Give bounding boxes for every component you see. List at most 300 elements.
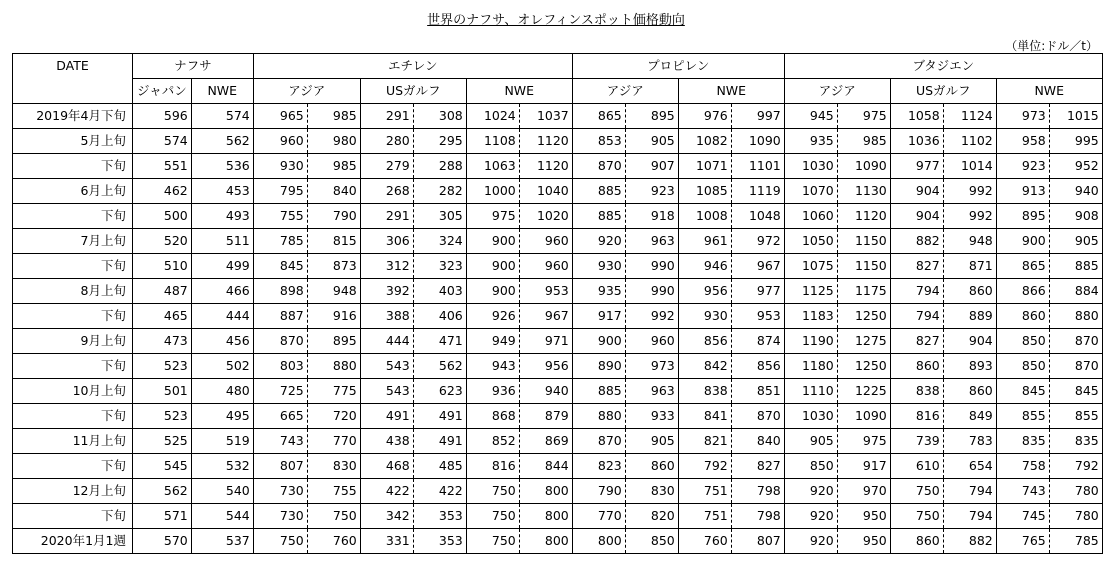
- price-cell: 1048: [731, 204, 784, 229]
- price-cell: 730: [253, 479, 307, 504]
- price-cell: 882: [943, 529, 996, 554]
- price-cell: 353: [413, 529, 466, 554]
- price-cell: 885: [572, 379, 625, 404]
- price-cell: 1275: [837, 329, 890, 354]
- price-cell: 544: [191, 504, 253, 529]
- price-cell: 943: [466, 354, 519, 379]
- price-cell: 571: [133, 504, 192, 529]
- price-cell: 1000: [466, 179, 519, 204]
- price-cell: 950: [837, 529, 890, 554]
- price-cell: 574: [191, 104, 253, 129]
- row-date: 12月上旬: [13, 479, 133, 504]
- row-date: 7月上旬: [13, 229, 133, 254]
- table-row: [13, 229, 1103, 254]
- price-cell: 870: [572, 154, 625, 179]
- table-body: [13, 104, 1103, 554]
- price-cell: 794: [943, 504, 996, 529]
- row-date: 下旬: [13, 254, 133, 279]
- price-cell: 1125: [784, 279, 837, 304]
- price-cell: 865: [996, 254, 1049, 279]
- price-cell: 882: [890, 229, 943, 254]
- price-cell: 904: [890, 179, 943, 204]
- price-cell: 468: [360, 454, 413, 479]
- price-cell: 849: [943, 404, 996, 429]
- price-cell: 838: [678, 379, 731, 404]
- price-cell: 562: [191, 129, 253, 154]
- price-cell: 765: [996, 529, 1049, 554]
- price-cell: 900: [466, 279, 519, 304]
- price-cell: 792: [678, 454, 731, 479]
- price-cell: 953: [519, 279, 572, 304]
- price-cell: 491: [360, 404, 413, 429]
- price-cell: 798: [731, 479, 784, 504]
- price-cell: 880: [307, 354, 360, 379]
- price-cell: 971: [519, 329, 572, 354]
- price-cell: 961: [678, 229, 731, 254]
- price-cell: 960: [253, 129, 307, 154]
- price-cell: 758: [996, 454, 1049, 479]
- price-cell: 985: [837, 129, 890, 154]
- price-cell: 860: [625, 454, 678, 479]
- price-cell: 930: [253, 154, 307, 179]
- price-cell: 1124: [943, 104, 996, 129]
- price-cell: 965: [253, 104, 307, 129]
- price-cell: 963: [625, 229, 678, 254]
- sub-header-row: [13, 79, 1103, 104]
- price-cell: 466: [191, 279, 253, 304]
- price-cell: 760: [678, 529, 731, 554]
- price-cell: 842: [678, 354, 731, 379]
- price-cell: 803: [253, 354, 307, 379]
- price-cell: 794: [890, 304, 943, 329]
- price-cell: 870: [731, 404, 784, 429]
- price-cell: 860: [890, 354, 943, 379]
- table-row: [13, 304, 1103, 329]
- price-cell: 973: [996, 104, 1049, 129]
- price-cell: 392: [360, 279, 413, 304]
- price-cell: 997: [731, 104, 784, 129]
- price-cell: 923: [625, 179, 678, 204]
- price-cell: 487: [133, 279, 192, 304]
- price-cell: 1070: [784, 179, 837, 204]
- price-cell: 324: [413, 229, 466, 254]
- price-cell: 545: [133, 454, 192, 479]
- price-cell: 570: [133, 529, 192, 554]
- price-cell: 798: [731, 504, 784, 529]
- price-cell: 751: [678, 504, 731, 529]
- price-cell: 495: [191, 404, 253, 429]
- row-date: 2019年4月下旬: [13, 104, 133, 129]
- price-cell: 610: [890, 454, 943, 479]
- price-cell: 623: [413, 379, 466, 404]
- price-cell: 895: [307, 329, 360, 354]
- price-cell: 985: [307, 154, 360, 179]
- price-cell: 920: [784, 504, 837, 529]
- price-cell: 948: [307, 279, 360, 304]
- price-cell: 1225: [837, 379, 890, 404]
- price-cell: 308: [413, 104, 466, 129]
- sub-ethylene-nwe: NWE: [466, 79, 572, 104]
- price-cell: 970: [837, 479, 890, 504]
- price-cell: 900: [572, 329, 625, 354]
- price-cell: 760: [307, 529, 360, 554]
- price-cell: 880: [1049, 304, 1102, 329]
- table-row: [13, 404, 1103, 429]
- price-cell: 1190: [784, 329, 837, 354]
- price-cell: 845: [253, 254, 307, 279]
- price-cell: 977: [731, 279, 784, 304]
- price-cell: 973: [625, 354, 678, 379]
- price-cell: 980: [307, 129, 360, 154]
- table-row: [13, 254, 1103, 279]
- price-cell: 770: [572, 504, 625, 529]
- price-cell: 816: [466, 454, 519, 479]
- price-cell: 406: [413, 304, 466, 329]
- price-cell: 827: [731, 454, 784, 479]
- price-cell: 816: [890, 404, 943, 429]
- price-cell: 990: [625, 254, 678, 279]
- price-cell: 821: [678, 429, 731, 454]
- price-cell: 1250: [837, 304, 890, 329]
- price-cell: 865: [572, 104, 625, 129]
- price-cell: 956: [519, 354, 572, 379]
- group-ethylene: エチレン: [253, 54, 572, 79]
- price-cell: 471: [413, 329, 466, 354]
- price-cell: 745: [996, 504, 1049, 529]
- price-cell: 830: [307, 454, 360, 479]
- price-cell: 500: [133, 204, 192, 229]
- price-cell: 838: [890, 379, 943, 404]
- price-cell: 807: [253, 454, 307, 479]
- price-cell: 977: [890, 154, 943, 179]
- price-cell: 465: [133, 304, 192, 329]
- price-cell: 422: [360, 479, 413, 504]
- price-cell: 1110: [784, 379, 837, 404]
- price-cell: 750: [307, 504, 360, 529]
- price-cell: 291: [360, 204, 413, 229]
- price-cell: 1150: [837, 254, 890, 279]
- price-cell: 596: [133, 104, 192, 129]
- price-cell: 1075: [784, 254, 837, 279]
- price-cell: 279: [360, 154, 413, 179]
- table-row: [13, 379, 1103, 404]
- sub-propylene-nwe: NWE: [678, 79, 784, 104]
- price-cell: 923: [996, 154, 1049, 179]
- price-cell: 438: [360, 429, 413, 454]
- price-cell: 879: [519, 404, 572, 429]
- price-cell: 845: [1049, 379, 1102, 404]
- table-row: [13, 329, 1103, 354]
- row-date: 下旬: [13, 354, 133, 379]
- price-cell: 1090: [837, 154, 890, 179]
- price-cell: 930: [572, 254, 625, 279]
- price-cell: 520: [133, 229, 192, 254]
- date-header-blank: [13, 79, 133, 104]
- price-cell: 960: [519, 254, 572, 279]
- price-cell: 1250: [837, 354, 890, 379]
- price-cell: 543: [360, 379, 413, 404]
- table-row: [13, 354, 1103, 379]
- price-cell: 900: [466, 254, 519, 279]
- price-cell: 855: [996, 404, 1049, 429]
- price-cell: 860: [890, 529, 943, 554]
- price-cell: 967: [519, 304, 572, 329]
- price-cell: 856: [731, 354, 784, 379]
- price-cell: 783: [943, 429, 996, 454]
- price-cell: 1119: [731, 179, 784, 204]
- price-cell: 1101: [731, 154, 784, 179]
- price-cell: 844: [519, 454, 572, 479]
- price-cell: 905: [1049, 229, 1102, 254]
- row-date: 11月上旬: [13, 429, 133, 454]
- price-cell: 750: [466, 504, 519, 529]
- row-date: 下旬: [13, 204, 133, 229]
- price-cell: 493: [191, 204, 253, 229]
- price-cell: 840: [307, 179, 360, 204]
- price-cell: 1040: [519, 179, 572, 204]
- price-cell: 755: [253, 204, 307, 229]
- price-cell: 850: [996, 329, 1049, 354]
- table-row: [13, 279, 1103, 304]
- date-header: DATE: [13, 54, 133, 79]
- price-cell: 935: [784, 129, 837, 154]
- price-cell: 1130: [837, 179, 890, 204]
- price-cell: 800: [519, 479, 572, 504]
- row-date: 2020年1月1週: [13, 529, 133, 554]
- price-cell: 884: [1049, 279, 1102, 304]
- price-cell: 870: [253, 329, 307, 354]
- row-date: 9月上旬: [13, 329, 133, 354]
- price-cell: 855: [1049, 404, 1102, 429]
- price-cell: 807: [731, 529, 784, 554]
- price-cell: 725: [253, 379, 307, 404]
- price-cell: 992: [625, 304, 678, 329]
- price-cell: 926: [466, 304, 519, 329]
- price-cell: 992: [943, 179, 996, 204]
- price-cell: 835: [1049, 429, 1102, 454]
- table-row: [13, 154, 1103, 179]
- price-cell: 453: [191, 179, 253, 204]
- price-cell: 456: [191, 329, 253, 354]
- price-cell: 920: [572, 229, 625, 254]
- row-date: 下旬: [13, 454, 133, 479]
- price-cell: 866: [996, 279, 1049, 304]
- price-cell: 895: [625, 104, 678, 129]
- price-cell: 918: [625, 204, 678, 229]
- price-cell: 940: [1049, 179, 1102, 204]
- price-cell: 850: [784, 454, 837, 479]
- price-cell: 840: [731, 429, 784, 454]
- price-cell: 295: [413, 129, 466, 154]
- price-cell: 280: [360, 129, 413, 154]
- price-cell: 1058: [890, 104, 943, 129]
- price-cell: 920: [784, 529, 837, 554]
- price-cell: 312: [360, 254, 413, 279]
- price-cell: 1008: [678, 204, 731, 229]
- sub-naphtha-japan: ジャパン: [133, 79, 192, 104]
- price-cell: 960: [625, 329, 678, 354]
- price-cell: 889: [943, 304, 996, 329]
- price-cell: 323: [413, 254, 466, 279]
- price-cell: 898: [253, 279, 307, 304]
- price-cell: 1120: [519, 154, 572, 179]
- price-cell: 869: [519, 429, 572, 454]
- price-cell: 887: [253, 304, 307, 329]
- price-cell: 532: [191, 454, 253, 479]
- price-cell: 815: [307, 229, 360, 254]
- price-cell: 920: [784, 479, 837, 504]
- price-cell: 850: [625, 529, 678, 554]
- table-row: [13, 504, 1103, 529]
- price-cell: 574: [133, 129, 192, 154]
- group-naphtha: ナフサ: [133, 54, 254, 79]
- price-cell: 1071: [678, 154, 731, 179]
- price-cell: 975: [837, 104, 890, 129]
- unit-label: （単位:ドル／t）: [1005, 39, 1098, 53]
- price-cell: 992: [943, 204, 996, 229]
- price-cell: 1030: [784, 404, 837, 429]
- price-cell: 1090: [837, 404, 890, 429]
- price-cell: 900: [466, 229, 519, 254]
- price-cell: 785: [253, 229, 307, 254]
- price-cell: 1082: [678, 129, 731, 154]
- price-cell: 1063: [466, 154, 519, 179]
- price-cell: 835: [996, 429, 1049, 454]
- price-cell: 1024: [466, 104, 519, 129]
- price-cell: 519: [191, 429, 253, 454]
- price-table: [12, 53, 1103, 554]
- price-cell: 485: [413, 454, 466, 479]
- price-cell: 953: [731, 304, 784, 329]
- table-row: [13, 204, 1103, 229]
- price-cell: 827: [890, 329, 943, 354]
- price-cell: 480: [191, 379, 253, 404]
- table-row: [13, 529, 1103, 554]
- price-cell: 770: [307, 429, 360, 454]
- price-cell: 491: [413, 404, 466, 429]
- price-cell: 353: [413, 504, 466, 529]
- price-cell: 743: [253, 429, 307, 454]
- table-row: [13, 179, 1103, 204]
- price-cell: 750: [890, 479, 943, 504]
- price-cell: 940: [519, 379, 572, 404]
- price-cell: 933: [625, 404, 678, 429]
- price-cell: 444: [191, 304, 253, 329]
- price-cell: 462: [133, 179, 192, 204]
- group-butadiene: ブタジエン: [784, 54, 1102, 79]
- row-date: 8月上旬: [13, 279, 133, 304]
- price-cell: 473: [133, 329, 192, 354]
- price-cell: 948: [943, 229, 996, 254]
- price-cell: 975: [466, 204, 519, 229]
- price-cell: 1020: [519, 204, 572, 229]
- price-cell: 908: [1049, 204, 1102, 229]
- price-cell: 739: [890, 429, 943, 454]
- sub-butadiene-nwe: NWE: [996, 79, 1102, 104]
- price-cell: 403: [413, 279, 466, 304]
- price-cell: 885: [572, 179, 625, 204]
- price-cell: 551: [133, 154, 192, 179]
- price-cell: 967: [731, 254, 784, 279]
- price-cell: 780: [1049, 504, 1102, 529]
- price-cell: 540: [191, 479, 253, 504]
- price-cell: 342: [360, 504, 413, 529]
- price-cell: 905: [784, 429, 837, 454]
- price-cell: 952: [1049, 154, 1102, 179]
- price-cell: 501: [133, 379, 192, 404]
- price-cell: 750: [466, 479, 519, 504]
- price-cell: 885: [572, 204, 625, 229]
- sub-ethylene-asia: アジア: [253, 79, 360, 104]
- price-cell: 291: [360, 104, 413, 129]
- price-cell: 916: [307, 304, 360, 329]
- price-cell: 917: [572, 304, 625, 329]
- price-cell: 860: [996, 304, 1049, 329]
- price-cell: 936: [466, 379, 519, 404]
- price-cell: 1060: [784, 204, 837, 229]
- price-cell: 800: [519, 504, 572, 529]
- price-cell: 995: [1049, 129, 1102, 154]
- price-cell: 388: [360, 304, 413, 329]
- price-cell: 1180: [784, 354, 837, 379]
- price-cell: 960: [519, 229, 572, 254]
- price-cell: 780: [1049, 479, 1102, 504]
- price-cell: 880: [572, 404, 625, 429]
- price-cell: 331: [360, 529, 413, 554]
- price-cell: 1120: [837, 204, 890, 229]
- row-date: 下旬: [13, 404, 133, 429]
- price-cell: 775: [307, 379, 360, 404]
- price-cell: 820: [625, 504, 678, 529]
- price-cell: 523: [133, 404, 192, 429]
- price-cell: 946: [678, 254, 731, 279]
- price-cell: 990: [625, 279, 678, 304]
- price-cell: 536: [191, 154, 253, 179]
- price-cell: 830: [625, 479, 678, 504]
- price-cell: 972: [731, 229, 784, 254]
- sub-butadiene-usgulf: USガルフ: [890, 79, 996, 104]
- price-cell: 794: [943, 479, 996, 504]
- price-cell: 845: [996, 379, 1049, 404]
- price-cell: 874: [731, 329, 784, 354]
- price-cell: 499: [191, 254, 253, 279]
- price-cell: 905: [625, 429, 678, 454]
- price-cell: 1175: [837, 279, 890, 304]
- price-cell: 1150: [837, 229, 890, 254]
- row-date: 6月上旬: [13, 179, 133, 204]
- price-cell: 525: [133, 429, 192, 454]
- price-cell: 502: [191, 354, 253, 379]
- price-cell: 823: [572, 454, 625, 479]
- sub-ethylene-usgulf: USガルフ: [360, 79, 466, 104]
- price-cell: 900: [996, 229, 1049, 254]
- row-date: 下旬: [13, 154, 133, 179]
- price-cell: 1014: [943, 154, 996, 179]
- row-date: 下旬: [13, 504, 133, 529]
- price-cell: 1036: [890, 129, 943, 154]
- row-date: 下旬: [13, 304, 133, 329]
- price-cell: 510: [133, 254, 192, 279]
- price-cell: 852: [466, 429, 519, 454]
- price-cell: 1183: [784, 304, 837, 329]
- group-propylene: プロピレン: [572, 54, 784, 79]
- price-cell: 491: [413, 429, 466, 454]
- row-date: 10月上旬: [13, 379, 133, 404]
- price-cell: 895: [996, 204, 1049, 229]
- price-cell: 870: [1049, 329, 1102, 354]
- price-cell: 790: [572, 479, 625, 504]
- price-cell: 523: [133, 354, 192, 379]
